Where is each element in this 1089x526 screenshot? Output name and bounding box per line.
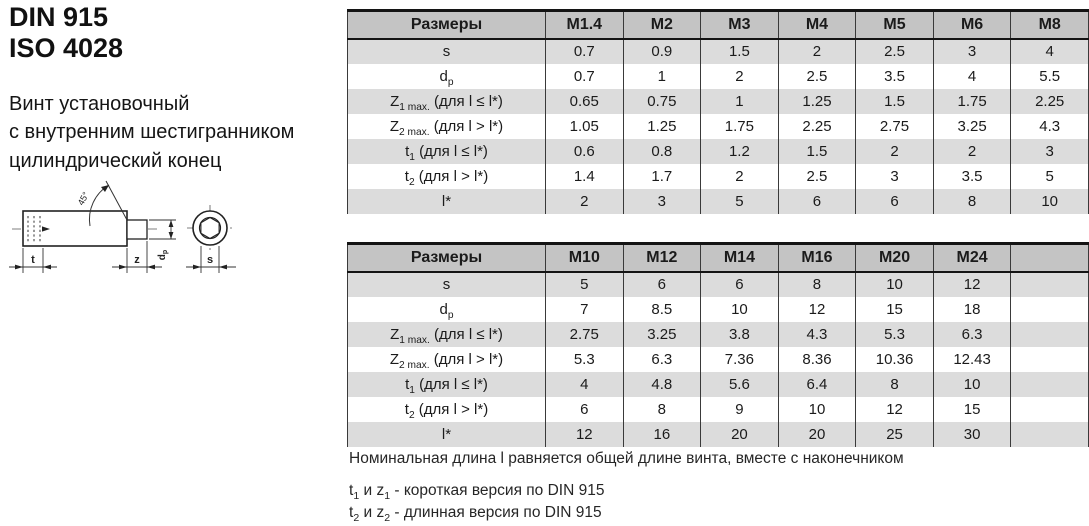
standard-title-iso: ISO 4028 [9, 32, 124, 63]
spec-table-small-sizes [347, 9, 1089, 214]
spec-table-large-sizes [347, 242, 1089, 447]
value-cell [1011, 347, 1089, 372]
standard-title-din: DIN 915 [9, 2, 109, 32]
value-cell: 12.43 [933, 347, 1011, 372]
text-segment: d [439, 300, 448, 318]
value-cell: 1.5 [856, 89, 934, 114]
set-screw-drawing [4, 176, 264, 292]
value-cell: 4 [546, 372, 624, 397]
angle-label: 45° [75, 190, 91, 207]
dim-s-label: s [206, 254, 214, 266]
subscript-text: 2 [384, 512, 391, 525]
value-cell: 0.75 [623, 89, 701, 114]
row-label [348, 39, 546, 64]
value-cell: 2.5 [856, 39, 934, 64]
value-cell: 0.8 [623, 139, 701, 164]
subscript-text: 1 [409, 151, 415, 163]
thread-size-header: M5 [856, 11, 934, 39]
value-cell: 20 [701, 422, 779, 447]
thread-size-header: M20 [856, 244, 934, 272]
spec-table1-body [348, 39, 1089, 214]
subscript-text: p [447, 309, 454, 321]
value-cell: 4.8 [623, 372, 701, 397]
subscript-text: 1 [384, 490, 391, 503]
sizes-column-header: Размеры [348, 11, 546, 39]
thread-size-header: M6 [933, 11, 1011, 39]
value-cell: 8 [856, 372, 934, 397]
subscript-text: 2 max. [399, 126, 430, 138]
thread-size-header: M1.4 [546, 11, 624, 39]
text-segment: (для l > l*) [414, 167, 489, 185]
table-row [348, 397, 1089, 422]
value-cell: 25 [856, 422, 934, 447]
table-row [348, 89, 1089, 114]
row-label [348, 322, 546, 347]
text-segment: Z [389, 350, 400, 368]
subscript-text: 2 [408, 409, 415, 421]
value-cell: 10 [1011, 189, 1089, 214]
value-cell: 10 [778, 397, 856, 422]
subscript-text: 2 max. [399, 359, 430, 371]
description-line-3: цилиндрический конец [9, 149, 222, 172]
value-cell: 2 [546, 189, 624, 214]
row-label [348, 297, 546, 322]
value-cell: 3.8 [701, 322, 779, 347]
value-cell: 15 [933, 397, 1011, 422]
row-label [348, 189, 546, 214]
text-segment: (для l ≤ l*) [414, 142, 488, 160]
value-cell: 10.36 [856, 347, 934, 372]
text-segment: t [404, 400, 409, 418]
row-label [348, 164, 546, 189]
value-cell: 10 [856, 272, 934, 297]
subscript-text: 1 max. [399, 101, 430, 113]
value-cell: 0.7 [546, 39, 624, 64]
value-cell: 5 [1011, 164, 1089, 189]
spec-table2-head [348, 244, 1089, 272]
row-label [348, 397, 546, 422]
header-row [348, 11, 1089, 39]
text-segment: (для l > l*) [429, 117, 504, 135]
subscript-text: p [447, 76, 454, 88]
table-row [348, 114, 1089, 139]
text-segment: t [349, 482, 354, 499]
value-cell: 3.25 [933, 114, 1011, 139]
text-segment: и z [359, 504, 385, 521]
value-cell: 1.5 [778, 139, 856, 164]
text-segment: t [404, 167, 409, 185]
text-segment: - короткая версия по DIN 915 [390, 482, 605, 499]
subscript-text: 2 [353, 512, 360, 525]
screw-body [23, 211, 127, 246]
text-segment: Номинальная длина l равняется общей длине винта, вместе с наконечником [349, 450, 904, 467]
text-segment: Z [390, 325, 400, 343]
value-cell: 5.5 [1011, 64, 1089, 89]
value-cell: 6.3 [623, 347, 701, 372]
dim-t-label: t [31, 254, 35, 266]
value-cell [1011, 422, 1089, 447]
value-cell: 2.75 [856, 114, 934, 139]
table-row [348, 64, 1089, 89]
value-cell: 3.5 [933, 164, 1011, 189]
value-cell: 0.7 [546, 64, 624, 89]
value-cell [1011, 322, 1089, 347]
spec-table2-body [348, 272, 1089, 447]
subscript-text: 2 [408, 176, 415, 188]
value-cell: 8 [933, 189, 1011, 214]
text-segment: s [442, 276, 451, 293]
sizes-column-header: Размеры [348, 244, 546, 272]
table-row [348, 297, 1089, 322]
value-cell: 12 [933, 272, 1011, 297]
text-segment: s [442, 43, 451, 60]
value-cell [1011, 272, 1089, 297]
value-cell: 7.36 [701, 347, 779, 372]
value-cell: 3 [1011, 139, 1089, 164]
table-row [348, 189, 1089, 214]
text-segment: (для l > l*) [429, 350, 504, 368]
left-info-panel [9, 2, 345, 175]
value-cell: 1.5 [701, 39, 779, 64]
value-cell: 3.5 [856, 64, 934, 89]
text-segment: и z [359, 482, 385, 499]
text-segment: l* [441, 425, 452, 443]
value-cell: 6.3 [933, 322, 1011, 347]
value-cell: 2.5 [778, 164, 856, 189]
value-cell: 4.3 [778, 322, 856, 347]
value-cell: 8.5 [623, 297, 701, 322]
dim-s-arrow-right [219, 265, 227, 270]
dim-dp-arrow-top [169, 220, 174, 227]
thread-size-header: M3 [701, 11, 779, 39]
value-cell: 16 [623, 422, 701, 447]
value-cell: 2 [933, 139, 1011, 164]
value-cell: 2.75 [546, 322, 624, 347]
table-row [348, 422, 1089, 447]
table-row [348, 347, 1089, 372]
value-cell: 12 [546, 422, 624, 447]
table-row [348, 372, 1089, 397]
value-cell [1011, 397, 1089, 422]
dim-z-label: z [134, 254, 140, 266]
value-cell: 6 [778, 189, 856, 214]
header-row [348, 244, 1089, 272]
text-segment: - длинная версия по DIN 915 [390, 504, 602, 521]
thread-size-header: M8 [1011, 11, 1089, 39]
value-cell: 18 [933, 297, 1011, 322]
value-cell: 5.3 [856, 322, 934, 347]
text-segment: Z [389, 117, 400, 135]
value-cell: 1.4 [546, 164, 624, 189]
row-label [348, 347, 546, 372]
value-cell: 2.25 [778, 114, 856, 139]
thread-size-header: M16 [778, 244, 856, 272]
value-cell [1011, 372, 1089, 397]
value-cell: 5 [701, 189, 779, 214]
thread-size-header: M4 [778, 11, 856, 39]
value-cell: 0.6 [546, 139, 624, 164]
angle-arc-arrow [101, 185, 109, 192]
text-segment: (для l > l*) [414, 400, 489, 418]
dim-t-arrow-right [43, 265, 51, 270]
value-cell: 10 [701, 297, 779, 322]
subscript-text: 1 [409, 384, 415, 396]
value-cell: 6.4 [778, 372, 856, 397]
row-label [348, 272, 546, 297]
value-cell: 1.7 [623, 164, 701, 189]
value-cell: 10 [933, 372, 1011, 397]
spec-table1-head [348, 11, 1089, 39]
value-cell: 6 [856, 189, 934, 214]
row-label [348, 114, 546, 139]
note-nominal-length [349, 450, 904, 468]
value-cell: 8 [778, 272, 856, 297]
thread-size-header: M14 [701, 244, 779, 272]
description-line-2: с внутренним шестигранником [9, 121, 295, 144]
note-short-version [349, 480, 904, 502]
value-cell: 2 [778, 39, 856, 64]
text-segment: t [405, 142, 410, 160]
value-cell [1011, 297, 1089, 322]
value-cell: 12 [778, 297, 856, 322]
thread-size-header [1011, 244, 1089, 272]
row-label [348, 64, 546, 89]
value-cell: 2 [701, 64, 779, 89]
value-cell: 1.2 [701, 139, 779, 164]
value-cell: 8.36 [778, 347, 856, 372]
value-cell: 4.3 [1011, 114, 1089, 139]
table-row [348, 139, 1089, 164]
dim-dp-label-main: d [157, 254, 168, 261]
technical-drawing [4, 176, 264, 292]
dim-t-arrow-left [15, 265, 23, 270]
value-cell: 4 [1011, 39, 1089, 64]
value-cell: 7 [546, 297, 624, 322]
value-cell: 1.25 [623, 114, 701, 139]
value-cell: 1.75 [933, 89, 1011, 114]
dim-s-arrow-left [193, 265, 201, 270]
text-segment: (для l ≤ l*) [429, 92, 503, 110]
value-cell: 20 [778, 422, 856, 447]
value-cell: 8 [623, 397, 701, 422]
value-cell: 3 [856, 164, 934, 189]
dog-point [127, 220, 147, 239]
value-cell: 5.3 [546, 347, 624, 372]
subscript-text: 1 [353, 490, 360, 503]
subscript-text: 1 max. [399, 334, 430, 346]
value-cell: 2.25 [1011, 89, 1089, 114]
row-label [348, 89, 546, 114]
value-cell: 6 [623, 272, 701, 297]
value-cell: 15 [856, 297, 934, 322]
dim-z-arrow-right [147, 265, 155, 270]
product-description [9, 90, 345, 175]
table-row [348, 164, 1089, 189]
value-cell: 5 [546, 272, 624, 297]
dim-z-arrow-left [119, 265, 127, 270]
value-cell: 12 [856, 397, 934, 422]
row-label [348, 139, 546, 164]
value-cell: 2 [856, 139, 934, 164]
footnotes [349, 450, 904, 524]
text-segment: (для l ≤ l*) [429, 325, 503, 343]
text-segment: d [439, 67, 448, 85]
value-cell: 0.9 [623, 39, 701, 64]
value-cell: 2.5 [778, 64, 856, 89]
note-long-version [349, 502, 904, 524]
thread-size-header: M24 [933, 244, 1011, 272]
value-cell: 4 [933, 64, 1011, 89]
value-cell: 30 [933, 422, 1011, 447]
description-line-1: Винт установочный [9, 93, 190, 115]
value-cell: 3 [933, 39, 1011, 64]
value-cell: 1.05 [546, 114, 624, 139]
value-cell: 6 [546, 397, 624, 422]
table-row [348, 322, 1089, 347]
value-cell: 5.6 [701, 372, 779, 397]
value-cell: 1.25 [778, 89, 856, 114]
value-cell: 1 [701, 89, 779, 114]
row-label [348, 422, 546, 447]
endview-outer-circle [193, 211, 227, 245]
dim-dp-arrow-bottom [169, 232, 174, 239]
value-cell: 3.25 [623, 322, 701, 347]
value-cell: 3 [623, 189, 701, 214]
text-segment: t [349, 504, 354, 521]
thread-size-header: M10 [546, 244, 624, 272]
thread-size-header: M2 [623, 11, 701, 39]
text-segment: t [405, 375, 410, 393]
dim-dp-label [157, 250, 169, 260]
value-cell: 6 [701, 272, 779, 297]
text-segment: Z [390, 92, 400, 110]
value-cell: 1 [623, 64, 701, 89]
thread-size-header: M12 [623, 244, 701, 272]
dim-dp-label-sub: p [162, 249, 169, 255]
value-cell: 0.65 [546, 89, 624, 114]
text-segment: (для l ≤ l*) [414, 375, 488, 393]
table-row [348, 39, 1089, 64]
value-cell: 1.75 [701, 114, 779, 139]
text-segment: l* [441, 192, 452, 210]
value-cell: 2 [701, 164, 779, 189]
row-label [348, 372, 546, 397]
table-row [348, 272, 1089, 297]
value-cell: 9 [701, 397, 779, 422]
